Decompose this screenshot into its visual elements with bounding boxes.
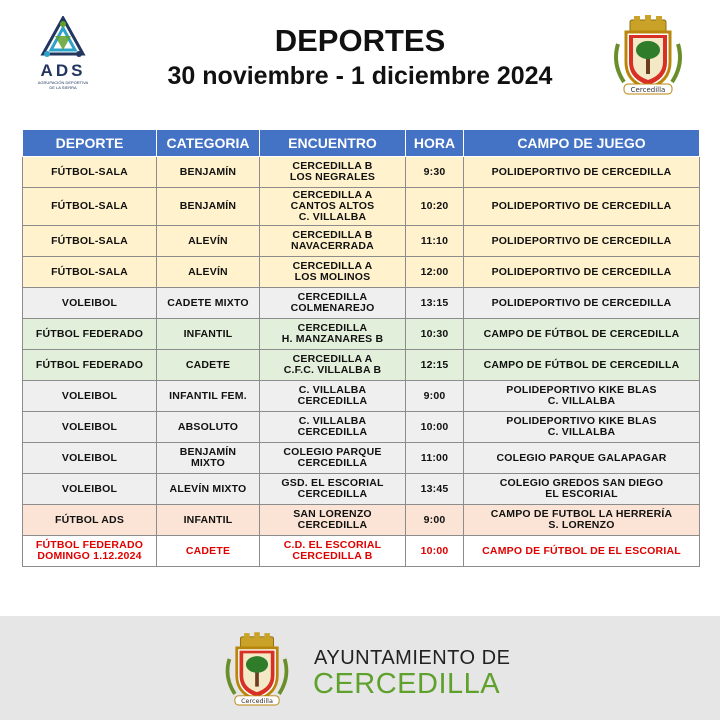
encuentro-cell-line: CERCEDILLA B (292, 160, 373, 172)
categoria-cell (157, 288, 260, 319)
hora-cell: 11:00 (406, 443, 464, 474)
hora-cell: 9:30 (406, 157, 464, 188)
encuentro-cell-line: CERCEDILLA B (292, 229, 373, 241)
deporte-cell-line: VOLEIBOL (61, 420, 118, 433)
encuentro-cell (260, 381, 406, 412)
categoria-cell (157, 319, 260, 350)
table-row (23, 536, 700, 567)
campo-cell-line: CAMPO DE FÚTBOL DE EL ESCORIAL (482, 544, 681, 557)
encuentro-cell-line: CERCEDILLA (297, 322, 368, 334)
categoria-cell-line: BENJAMÍN (179, 165, 237, 178)
table-header-row (23, 130, 700, 157)
deporte-cell (23, 474, 157, 505)
table-row (23, 474, 700, 505)
campo-cell-line: CAMPO DE FÚTBOL DE CERCEDILLA (483, 327, 680, 340)
encuentro-cell-line: SAN LORENZO (293, 508, 372, 520)
deporte-cell (23, 319, 157, 350)
encuentro-cell-line: CERCEDILLA B (292, 550, 373, 562)
deporte-cell (23, 257, 157, 288)
encuentro-cell (260, 226, 406, 257)
encuentro-cell-line: CANTOS ALTOS (290, 200, 375, 212)
deporte-cell-line: VOLEIBOL (61, 451, 118, 464)
table-row (23, 188, 700, 226)
categoria-cell-line: CADETE (185, 358, 231, 371)
campo-cell (464, 226, 700, 257)
campo-cell-line: POLIDEPORTIVO DE CERCEDILLA (491, 234, 672, 247)
categoria-cell (157, 412, 260, 443)
encuentro-cell-line: CERCEDILLA (297, 488, 368, 500)
encuentro-cell-line: CERCEDILLA (297, 291, 368, 303)
categoria-cell-line: CADETE MIXTO (167, 296, 249, 309)
encuentro-cell-line: CERCEDILLA (297, 457, 368, 469)
deporte-cell (23, 443, 157, 474)
categoria-cell (157, 443, 260, 474)
encuentro-cell-line: CERCEDILLA A (292, 260, 373, 272)
campo-cell (464, 188, 700, 226)
table-row (23, 157, 700, 188)
deporte-cell (23, 188, 157, 226)
categoria-cell (157, 474, 260, 505)
campo-cell (464, 157, 700, 188)
column-header-encuentro: ENCUENTRO (260, 130, 406, 157)
page-title: DEPORTES (274, 23, 446, 58)
deporte-cell-line: FÚTBOL FEDERADO (35, 327, 144, 340)
encuentro-cell-line: CERCEDILLA (297, 395, 368, 407)
campo-cell (464, 536, 700, 567)
campo-cell-line: COLEGIO PARQUE GALAPAGAR (496, 451, 667, 464)
encuentro-cell (260, 505, 406, 536)
encuentro-cell (260, 474, 406, 505)
deporte-cell (23, 505, 157, 536)
campo-cell-line: POLIDEPORTIVO DE CERCEDILLA (491, 200, 672, 212)
campo-cell (464, 474, 700, 505)
categoria-cell (157, 188, 260, 226)
campo-cell-line: POLIDEPORTIVO DE CERCEDILLA (491, 296, 672, 309)
hora-cell: 10:30 (406, 319, 464, 350)
categoria-cell (157, 505, 260, 536)
categoria-cell-line: INFANTIL (183, 327, 233, 340)
cercedilla-crest (610, 14, 686, 98)
deporte-cell (23, 157, 157, 188)
categoria-cell (157, 381, 260, 412)
hora-cell: 13:45 (406, 474, 464, 505)
categoria-cell-line: ALEVÍN (188, 234, 228, 247)
campo-cell-line: C. VILLALBA (547, 426, 616, 438)
hora-cell: 12:15 (406, 350, 464, 381)
deporte-cell (23, 536, 157, 567)
encuentro-cell (260, 288, 406, 319)
encuentro-cell (260, 443, 406, 474)
encuentro-cell-line: LOS NEGRALES (289, 171, 376, 183)
categoria-cell (157, 257, 260, 288)
encuentro-cell-line: C.F.C. VILLALBA B (283, 364, 382, 376)
footer-crest (222, 630, 292, 710)
encuentro-cell-line: CERCEDILLA (297, 519, 368, 531)
campo-cell (464, 505, 700, 536)
deporte-cell-line: DOMINGO 1.12.2024 (37, 550, 142, 562)
footer-crest-label: Cercedilla (241, 697, 273, 706)
table-row (23, 412, 700, 443)
hora-cell: 9:00 (406, 505, 464, 536)
deporte-cell (23, 288, 157, 319)
column-header-categoria: CATEGORIA (157, 130, 260, 157)
deporte-cell (23, 350, 157, 381)
column-header-hora: HORA (406, 130, 464, 157)
deporte-cell-line: VOLEIBOL (61, 389, 118, 402)
campo-cell (464, 319, 700, 350)
cercedilla-crest-icon (610, 14, 686, 98)
deporte-cell-line: FÚTBOL-SALA (51, 165, 128, 178)
hora-cell: 11:10 (406, 226, 464, 257)
hora-cell: 10:00 (406, 412, 464, 443)
deporte-cell (23, 226, 157, 257)
deporte-cell-line: VOLEIBOL (61, 296, 118, 309)
categoria-cell-line: INFANTIL FEM. (169, 389, 247, 402)
campo-cell (464, 381, 700, 412)
campo-cell-line: POLIDEPORTIVO DE CERCEDILLA (491, 165, 672, 178)
campo-cell (464, 257, 700, 288)
encuentro-cell-line: C.D. EL ESCORIAL (283, 539, 382, 551)
schedule-table (22, 129, 700, 567)
encuentro-cell-line: LOS MOLINOS (294, 271, 371, 283)
campo-cell (464, 288, 700, 319)
categoria-cell-line: BENJAMÍN (179, 446, 237, 458)
page-subtitle: 30 noviembre - 1 diciembre 2024 (167, 62, 553, 90)
encuentro-cell-line: CERCEDILLA A (292, 189, 373, 201)
table-row (23, 319, 700, 350)
deporte-cell (23, 412, 157, 443)
hora-cell: 10:00 (406, 536, 464, 567)
deporte-cell (23, 381, 157, 412)
campo-cell-line: POLIDEPORTIVO DE CERCEDILLA (491, 265, 672, 278)
categoria-cell-line: MIXTO (190, 457, 226, 469)
campo-cell-line: POLIDEPORTIVO KIKE BLAS (506, 415, 657, 427)
campo-cell-line: C. VILLALBA (547, 395, 616, 407)
encuentro-cell-line: C. VILLALBA (298, 415, 367, 427)
campo-cell-line: EL ESCORIAL (545, 488, 618, 500)
encuentro-cell (260, 412, 406, 443)
deporte-cell-line: FÚTBOL-SALA (51, 200, 128, 212)
ads-logo-tagline-1: AGRUPACIÓN DEPORTIVA (37, 80, 89, 85)
categoria-cell-line: ABSOLUTO (177, 420, 239, 433)
encuentro-cell-line: CERCEDILLA A (292, 353, 373, 365)
footer (0, 616, 720, 720)
table-row (23, 350, 700, 381)
encuentro-cell (260, 319, 406, 350)
categoria-cell (157, 157, 260, 188)
deporte-cell-line: FÚTBOL ADS (54, 513, 125, 526)
campo-cell-line: COLEGIO GREDOS SAN DIEGO (499, 477, 664, 489)
encuentro-cell-line: NAVACERRADA (291, 240, 374, 252)
encuentro-cell-line: H. MANZANARES B (281, 333, 384, 345)
deporte-cell-line: FÚTBOL-SALA (51, 265, 128, 278)
table-row (23, 381, 700, 412)
table-row (23, 443, 700, 474)
column-header-campo: CAMPO DE JUEGO (464, 130, 700, 157)
hora-cell: 13:15 (406, 288, 464, 319)
encuentro-cell (260, 157, 406, 188)
footer-ayuntamiento: AYUNTAMIENTO DE (314, 647, 511, 669)
campo-cell-line: CAMPO DE FÚTBOL DE CERCEDILLA (483, 358, 680, 371)
hora-cell: 10:20 (406, 188, 464, 226)
encuentro-cell-line: C. VILLALBA (298, 211, 367, 223)
encuentro-cell-line: C. VILLALBA (298, 384, 367, 396)
deporte-cell-line: FÚTBOL FEDERADO (35, 358, 144, 371)
campo-cell-line: CAMPO DE FUTBOL LA HERRERÍA (490, 508, 673, 520)
ads-logo (30, 16, 96, 96)
encuentro-cell (260, 536, 406, 567)
categoria-cell (157, 536, 260, 567)
encuentro-cell-line: GSD. EL ESCORIAL (281, 477, 384, 489)
crest-label: Cercedilla (630, 86, 666, 94)
encuentro-cell (260, 188, 406, 226)
deporte-cell-line: VOLEIBOL (61, 482, 118, 495)
categoria-cell (157, 226, 260, 257)
encuentro-cell-line: CERCEDILLA (297, 426, 368, 438)
categoria-cell (157, 350, 260, 381)
hora-cell: 9:00 (406, 381, 464, 412)
ads-emblem-icon (39, 16, 87, 60)
deporte-cell-line: FÚTBOL FEDERADO (35, 539, 144, 551)
campo-cell-line: S. LORENZO (548, 519, 615, 531)
ads-logo-name: ADS (40, 61, 86, 80)
deporte-cell-line: FÚTBOL-SALA (51, 234, 128, 247)
footer-cercedilla: CERCEDILLA (313, 668, 501, 700)
hora-cell: 12:00 (406, 257, 464, 288)
categoria-cell-line: BENJAMÍN (179, 200, 237, 212)
campo-cell (464, 350, 700, 381)
table-row (23, 257, 700, 288)
ads-logo-tagline-2: DE LA SIERRA (49, 85, 77, 90)
table-row (23, 226, 700, 257)
campo-cell (464, 412, 700, 443)
categoria-cell-line: ALEVÍN (188, 265, 228, 278)
campo-cell-line: POLIDEPORTIVO KIKE BLAS (506, 384, 657, 396)
campo-cell (464, 443, 700, 474)
table-row (23, 505, 700, 536)
cercedilla-crest-icon (222, 630, 292, 710)
encuentro-cell (260, 257, 406, 288)
encuentro-cell-line: COLEGIO PARQUE (283, 446, 382, 458)
encuentro-cell-line: COLMENAREJO (290, 302, 375, 314)
categoria-cell-line: INFANTIL (183, 513, 233, 526)
categoria-cell-line: CADETE (185, 544, 231, 557)
categoria-cell-line: ALEVÍN MIXTO (169, 482, 247, 495)
encuentro-cell (260, 350, 406, 381)
table-row (23, 288, 700, 319)
column-header-deporte: DEPORTE (23, 130, 157, 157)
